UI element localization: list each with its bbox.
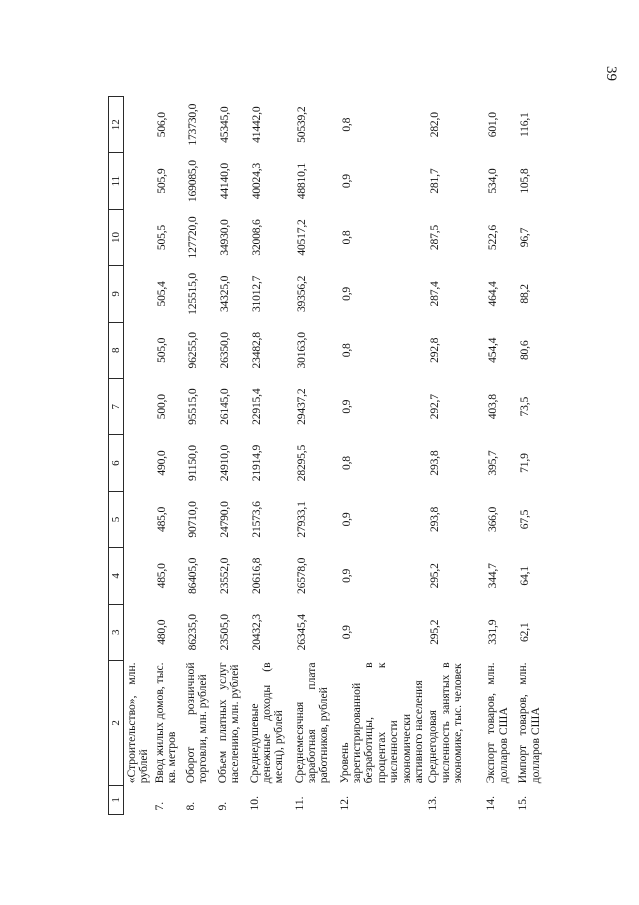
data-cell: 22915,4 bbox=[249, 388, 263, 425]
data-cell: 116,1 bbox=[518, 112, 532, 138]
data-cell: 601,0 bbox=[486, 112, 500, 138]
data-cell: 403,8 bbox=[486, 394, 500, 420]
data-cell: 26145,0 bbox=[217, 388, 231, 425]
column-header: 1 bbox=[109, 785, 124, 814]
data-cell: 344,7 bbox=[486, 563, 500, 589]
table-row-14 bbox=[484, 97, 516, 815]
data-cell: 21573,6 bbox=[249, 501, 263, 538]
rotated-table-container bbox=[108, 96, 580, 815]
column-header: 2 bbox=[109, 660, 124, 785]
data-cell: 27933,1 bbox=[294, 501, 308, 538]
data-cell: 23482,8 bbox=[249, 332, 263, 369]
data-cell: 0,9 bbox=[339, 399, 353, 414]
data-cell: 506,0 bbox=[154, 112, 168, 138]
data-cell: 86235,0 bbox=[185, 614, 199, 651]
data-cell: 71,9 bbox=[518, 453, 532, 473]
indicator-name: Импорт товаров, млн. долларов США bbox=[516, 662, 542, 784]
column-header: 9 bbox=[109, 266, 124, 322]
data-cell: 282,0 bbox=[428, 112, 442, 138]
row-number: 10. bbox=[247, 796, 261, 811]
column-header: 6 bbox=[109, 435, 124, 491]
data-cell: 41442,0 bbox=[249, 106, 263, 143]
table-row-11 bbox=[293, 97, 338, 815]
data-cell: 34325,0 bbox=[217, 275, 231, 313]
data-cell: 23505,0 bbox=[217, 614, 231, 651]
row-number: 15. bbox=[516, 796, 530, 811]
data-cell: 40024,3 bbox=[249, 162, 263, 200]
data-cell: 505,9 bbox=[154, 168, 168, 194]
data-cell: 20432,3 bbox=[249, 614, 263, 651]
data-cell: 464,4 bbox=[486, 281, 500, 307]
data-cell: 50539,2 bbox=[294, 106, 308, 143]
table-row-13 bbox=[426, 97, 484, 815]
data-cell: 331,9 bbox=[486, 619, 500, 645]
column-header: 4 bbox=[109, 548, 124, 604]
data-cell: 293,8 bbox=[428, 506, 442, 533]
data-cell: 505,5 bbox=[154, 224, 168, 251]
data-cell: 490,0 bbox=[154, 450, 168, 476]
indicator-name: Оборот розничной торговли, млн. рублей bbox=[183, 662, 209, 784]
data-cell: 287,5 bbox=[428, 224, 442, 251]
data-cell: 95515,0 bbox=[185, 388, 199, 425]
column-header: 10 bbox=[109, 209, 124, 265]
data-cell: 21914,9 bbox=[249, 444, 263, 482]
indicator-name: Уровень зарегистрированной безработицы, в процентах к численности экономически активного населения bbox=[337, 662, 425, 784]
data-cell: 0,9 bbox=[339, 174, 353, 189]
row-number: 12. bbox=[337, 796, 351, 811]
data-cell: 80,6 bbox=[518, 340, 532, 361]
column-number-header-row bbox=[109, 97, 124, 815]
page-number: 39 bbox=[603, 66, 619, 81]
data-cell: 287,4 bbox=[428, 281, 442, 307]
data-cell: 86405,0 bbox=[185, 557, 199, 594]
data-cell: 366,0 bbox=[486, 506, 500, 533]
table-row-12 bbox=[338, 97, 427, 815]
data-cell: 45345,0 bbox=[217, 106, 231, 143]
indicator-name: Среднегодовая численность занятых в экономике, тыс. человек bbox=[426, 662, 465, 784]
data-cell: 32008,6 bbox=[249, 219, 263, 256]
column-header: 8 bbox=[109, 322, 124, 378]
data-cell: 293,8 bbox=[428, 450, 442, 476]
column-header: 7 bbox=[109, 378, 124, 434]
data-cell: 26350,0 bbox=[217, 332, 231, 369]
data-cell: 44140,0 bbox=[217, 162, 231, 200]
data-cell: 64,1 bbox=[518, 566, 532, 586]
table-row-7 bbox=[153, 97, 184, 815]
data-cell: 91150,0 bbox=[185, 445, 199, 481]
data-cell: 24910,0 bbox=[217, 444, 231, 482]
data-cell: 127720,0 bbox=[185, 216, 199, 259]
data-cell: 23552,0 bbox=[217, 557, 231, 594]
table-row-continuation bbox=[124, 97, 153, 815]
data-cell: 0,8 bbox=[339, 117, 353, 132]
indicator-name: Экспорт товаров, млн. долларов США bbox=[484, 662, 510, 784]
row-number: 11. bbox=[292, 796, 306, 811]
column-header: 11 bbox=[109, 153, 124, 209]
column-header: 12 bbox=[109, 97, 124, 153]
row-number: 7. bbox=[152, 801, 166, 811]
table-row-10 bbox=[248, 97, 293, 815]
data-cell: 454,4 bbox=[486, 337, 500, 363]
data-cell: 34930,0 bbox=[217, 219, 231, 256]
data-cell: 125515,0 bbox=[185, 272, 199, 315]
data-cell: 295,2 bbox=[428, 563, 442, 589]
data-cell: 29437,2 bbox=[294, 388, 308, 425]
data-cell: 20616,8 bbox=[249, 557, 263, 594]
table-row-8 bbox=[184, 97, 216, 815]
data-cell: 485,0 bbox=[154, 506, 168, 533]
data-cell: 0,8 bbox=[339, 230, 353, 245]
data-cell: 0,8 bbox=[339, 456, 353, 471]
data-cell: 26578,0 bbox=[294, 557, 308, 594]
data-cell: 67,5 bbox=[518, 509, 532, 530]
data-cell: 500,0 bbox=[154, 394, 168, 420]
column-header: 3 bbox=[109, 604, 124, 660]
data-cell: 505,0 bbox=[154, 337, 168, 363]
data-cell: 62,1 bbox=[518, 622, 532, 642]
data-cell: 485,0 bbox=[154, 563, 168, 589]
data-cell: 0,9 bbox=[339, 286, 353, 301]
data-cell: 24790,0 bbox=[217, 501, 231, 538]
data-cell: 30163,0 bbox=[294, 332, 308, 369]
data-cell: 48810,1 bbox=[294, 162, 308, 200]
data-cell: 39356,2 bbox=[294, 275, 308, 313]
data-cell: 90710,0 bbox=[185, 501, 199, 538]
data-cell: 522,6 bbox=[486, 224, 500, 251]
forecast-indicators-table bbox=[108, 96, 548, 815]
data-cell: 96,7 bbox=[518, 227, 532, 248]
indicator-name: Ввод жилых домов, тыс. кв. метров bbox=[152, 662, 178, 784]
data-cell: 395,7 bbox=[486, 450, 500, 476]
indicator-name: Среднедушевые денежные доходы (в месяц), рублей bbox=[247, 662, 286, 784]
table-row-9 bbox=[216, 97, 248, 815]
data-cell: 505,4 bbox=[154, 281, 168, 307]
indicator-name: Среднемесячная заработная плата работников, рублей bbox=[292, 662, 331, 784]
data-cell: 31012,7 bbox=[249, 275, 263, 313]
table-row-15 bbox=[516, 97, 548, 815]
data-cell: 0,9 bbox=[339, 512, 353, 527]
data-cell: 292,7 bbox=[428, 394, 442, 420]
data-cell: 173730,0 bbox=[185, 103, 199, 146]
indicator-name: Объем платных услуг населению, млн. рублей bbox=[215, 662, 241, 784]
row-number: 9. bbox=[215, 801, 229, 811]
row-number: 13. bbox=[426, 796, 440, 811]
data-cell: 96255,0 bbox=[185, 332, 199, 369]
data-cell: 169085,0 bbox=[185, 160, 199, 203]
data-cell: 480,0 bbox=[154, 619, 168, 645]
data-cell: 295,2 bbox=[428, 619, 442, 645]
data-cell: 26345,4 bbox=[294, 614, 308, 651]
data-cell: 534,0 bbox=[486, 168, 500, 194]
data-cell: 73,5 bbox=[518, 396, 532, 417]
data-cell: 28295,5 bbox=[294, 444, 308, 482]
data-cell: 88,2 bbox=[518, 284, 532, 304]
row-number: 14. bbox=[484, 796, 498, 811]
data-cell: 0,9 bbox=[339, 568, 353, 583]
continued-indicator-text: «Строительство», млн. рублей bbox=[125, 662, 151, 784]
data-cell: 40517,2 bbox=[294, 219, 308, 256]
data-cell: 281,7 bbox=[428, 168, 442, 194]
data-cell: 292,8 bbox=[428, 337, 442, 363]
column-header: 5 bbox=[109, 491, 124, 547]
data-cell: 0,8 bbox=[339, 343, 353, 358]
data-cell: 105,8 bbox=[518, 168, 532, 194]
data-cell: 0,9 bbox=[339, 625, 353, 640]
row-number: 8. bbox=[183, 801, 197, 811]
